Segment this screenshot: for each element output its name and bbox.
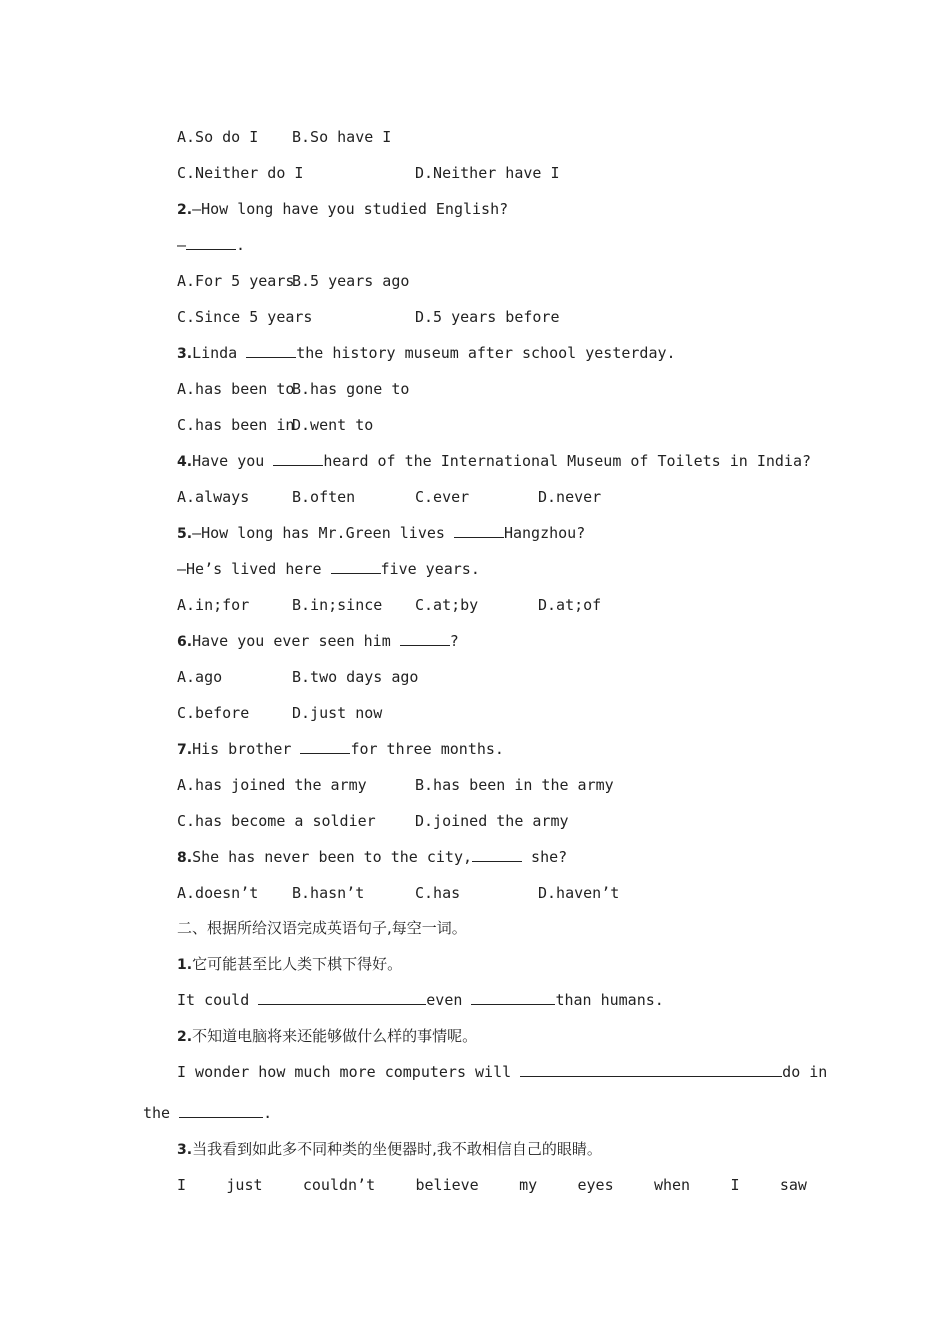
q5-line2 bbox=[177, 557, 807, 581]
s3-english bbox=[177, 1173, 807, 1197]
q4-number: 4. bbox=[177, 454, 193, 470]
q7-after: for three months. bbox=[350, 740, 504, 758]
q3-option-c: C.has been in bbox=[177, 416, 295, 434]
q2-option-b: B.5 years ago bbox=[292, 272, 410, 290]
s1-chinese bbox=[177, 952, 807, 976]
answer-blank[interactable] bbox=[331, 557, 381, 574]
q3-option-d: D.went to bbox=[292, 416, 374, 434]
q4-stem bbox=[177, 449, 812, 473]
q1-option-a: A.So do I bbox=[177, 128, 259, 146]
q1-option-b: B.So have I bbox=[292, 128, 392, 146]
s2-line2-after: . bbox=[263, 1104, 273, 1122]
q8-after: she? bbox=[522, 848, 568, 866]
q1-option-d: D.Neither have I bbox=[415, 164, 560, 182]
q2-number: 2. bbox=[177, 202, 193, 218]
q3-number: 3. bbox=[177, 346, 193, 362]
q2-answer-line bbox=[177, 233, 807, 257]
q7-option-d: D.joined the army bbox=[415, 812, 569, 830]
q6-before: Have you ever seen him bbox=[192, 632, 400, 650]
answer-blank[interactable] bbox=[179, 1101, 263, 1118]
s1-chinese-text: 它可能甚至比人类下棋下得好。 bbox=[192, 955, 403, 973]
q3-option-b: B.has gone to bbox=[292, 380, 410, 398]
answer-blank[interactable] bbox=[186, 233, 236, 250]
s1-english bbox=[177, 988, 807, 1012]
q8-number: 8. bbox=[177, 850, 193, 866]
s3-chinese-text: 当我看到如此多不同种类的坐便器时,我不敢相信自己的眼睛。 bbox=[192, 1140, 602, 1158]
q5-option-c: C.at;by bbox=[415, 596, 479, 614]
q8-stem bbox=[177, 845, 807, 869]
s3-word: saw bbox=[779, 1176, 807, 1194]
q1-options-row1 bbox=[177, 125, 807, 149]
answer-blank[interactable] bbox=[246, 341, 296, 358]
s3-word: my bbox=[519, 1176, 538, 1194]
q5-stem bbox=[177, 521, 807, 545]
s3-word: couldn’t bbox=[302, 1176, 376, 1194]
q7-options-row1 bbox=[177, 773, 807, 797]
s3-word: eyes bbox=[577, 1176, 614, 1194]
s2-en-before: I wonder how much more computers will bbox=[177, 1063, 521, 1081]
q7-option-c: C.has become a soldier bbox=[177, 812, 376, 830]
q8-option-d: D.haven’t bbox=[538, 884, 620, 902]
q5-before: —How long has Mr.Green lives bbox=[192, 524, 454, 542]
s2-line2-before: the bbox=[143, 1104, 180, 1122]
q2-text: —How long have you studied English? bbox=[192, 200, 509, 218]
q2-answer-suffix: . bbox=[236, 236, 246, 254]
answer-blank[interactable] bbox=[520, 1060, 782, 1077]
q6-after: ? bbox=[449, 632, 459, 650]
q2-option-a: A.For 5 years bbox=[177, 272, 295, 290]
q6-option-c: C.before bbox=[177, 704, 250, 722]
s3-word: just bbox=[226, 1176, 263, 1194]
q2-stem bbox=[177, 197, 807, 221]
s2-chinese-text: 不知道电脑将来还能够做什么样的事情呢。 bbox=[192, 1027, 478, 1045]
answer-blank[interactable] bbox=[400, 629, 450, 646]
q4-option-a: A.always bbox=[177, 488, 250, 506]
q6-options-row2 bbox=[177, 701, 807, 725]
q4-after: heard of the International Museum of Toilets in India? bbox=[323, 452, 812, 470]
answer-blank[interactable] bbox=[300, 737, 350, 754]
answer-blank[interactable] bbox=[273, 449, 323, 466]
q4-options bbox=[177, 485, 807, 509]
q4-option-b: B.often bbox=[292, 488, 356, 506]
q4-option-c: C.ever bbox=[415, 488, 470, 506]
s3-word: when bbox=[653, 1176, 691, 1194]
q6-option-a: A.ago bbox=[177, 668, 223, 686]
q2-options-row2 bbox=[177, 305, 807, 329]
q1-option-c: C.Neither do I bbox=[177, 164, 304, 182]
q4-option-d: D.never bbox=[538, 488, 602, 506]
q6-option-b: B.two days ago bbox=[292, 668, 419, 686]
q5-after: Hangzhou? bbox=[503, 524, 586, 542]
q2-options-row1 bbox=[177, 269, 807, 293]
q6-options-row1 bbox=[177, 665, 807, 689]
q6-stem bbox=[177, 629, 807, 653]
s1-en-mid: even bbox=[426, 991, 472, 1009]
q5-option-b: B.in;since bbox=[292, 596, 383, 614]
q5-line2-after: five years. bbox=[380, 560, 480, 578]
s2-english bbox=[177, 1060, 828, 1084]
q3-after: the history museum after school yesterday. bbox=[296, 344, 676, 362]
answer-blank[interactable] bbox=[258, 988, 426, 1005]
answer-blank[interactable] bbox=[471, 988, 555, 1005]
q3-before: Linda bbox=[192, 344, 247, 362]
s2-number: 2. bbox=[177, 1029, 193, 1045]
q2-option-c: C.Since 5 years bbox=[177, 308, 313, 326]
s1-en-after: than humans. bbox=[555, 991, 664, 1009]
s2-en-after: do in bbox=[782, 1063, 828, 1081]
q1-options-row2 bbox=[177, 161, 807, 185]
q8-before: She has never been to the city, bbox=[192, 848, 473, 866]
q8-option-b: B.hasn’t bbox=[292, 884, 365, 902]
q4-before: Have you bbox=[192, 452, 274, 470]
q7-option-b: B.has been in the army bbox=[415, 776, 614, 794]
s1-number: 1. bbox=[177, 957, 193, 973]
q7-options-row2 bbox=[177, 809, 807, 833]
q5-number: 5. bbox=[177, 526, 193, 542]
q8-option-a: A.doesn’t bbox=[177, 884, 259, 902]
s1-en-before: It could bbox=[177, 991, 259, 1009]
q5-options bbox=[177, 593, 807, 617]
s3-chinese bbox=[177, 1137, 807, 1161]
q7-before: His brother bbox=[192, 740, 301, 758]
q5-option-d: D.at;of bbox=[538, 596, 602, 614]
q7-option-a: A.has joined the army bbox=[177, 776, 367, 794]
q5-line2-before: —He’s lived here bbox=[177, 560, 331, 578]
q5-option-a: A.in;for bbox=[177, 596, 250, 614]
q3-option-a: A.has been to bbox=[177, 380, 295, 398]
answer-blank[interactable] bbox=[472, 845, 522, 862]
q3-options-row2 bbox=[177, 413, 807, 437]
section2-title: 二、根据所给汉语完成英语句子,每空一词。 bbox=[177, 919, 467, 937]
s3-word: believe bbox=[415, 1176, 479, 1194]
answer-blank[interactable] bbox=[454, 521, 504, 538]
q6-number: 6. bbox=[177, 634, 193, 650]
q2-option-d: D.5 years before bbox=[415, 308, 560, 326]
q8-option-c: C.has bbox=[415, 884, 461, 902]
q8-options bbox=[177, 881, 807, 905]
s3-word: I bbox=[177, 1176, 187, 1194]
s2-english-line2 bbox=[143, 1101, 807, 1125]
s2-chinese bbox=[177, 1024, 807, 1048]
s3-word: I bbox=[730, 1176, 740, 1194]
q2-answer-prefix: — bbox=[177, 236, 187, 254]
q7-stem bbox=[177, 737, 807, 761]
s3-number: 3. bbox=[177, 1142, 193, 1158]
q7-number: 7. bbox=[177, 742, 193, 758]
q3-options-row1 bbox=[177, 377, 807, 401]
q3-stem bbox=[177, 341, 807, 365]
q6-option-d: D.just now bbox=[292, 704, 383, 722]
